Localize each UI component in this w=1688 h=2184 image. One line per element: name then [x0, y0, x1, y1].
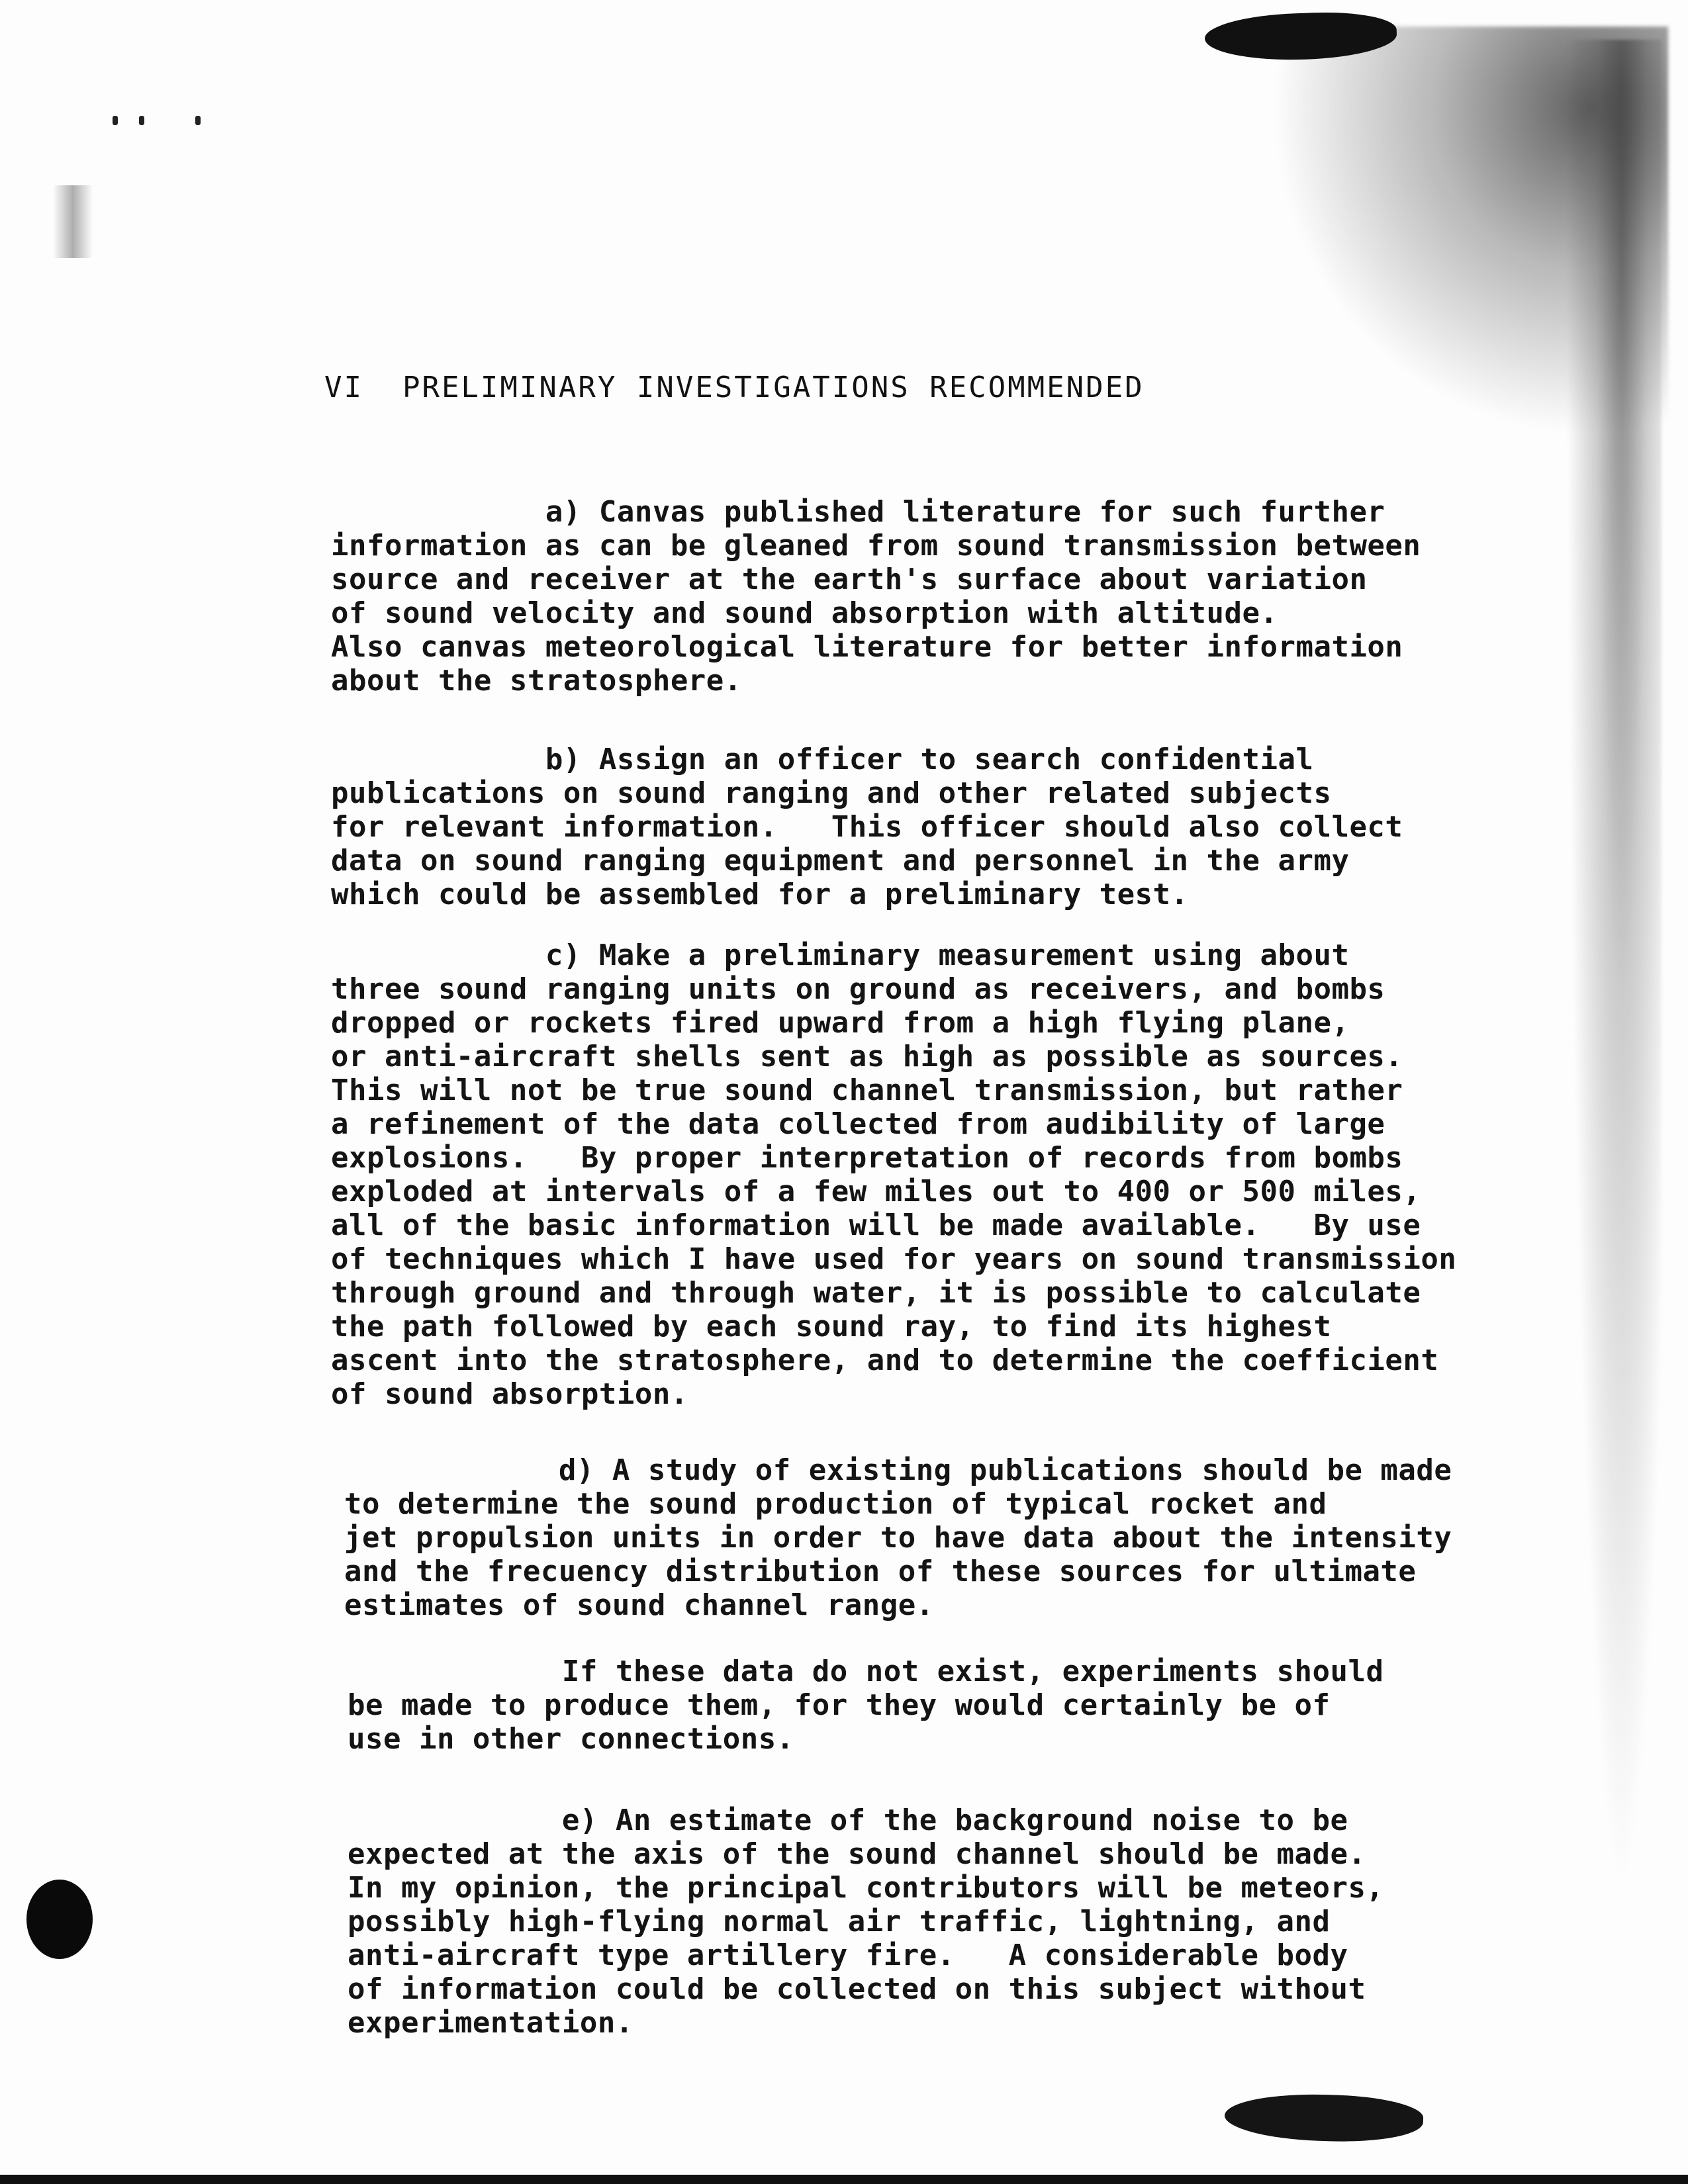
scan-noise-right-edge [1562, 40, 1662, 2025]
scan-edge-mark [53, 185, 93, 258]
paragraph-d-followup: If these data do not exist, experiments should be made to produce them, for they would certainly be of use in other connections. [348, 1655, 1384, 1756]
ink-blot-bottom [1224, 2091, 1424, 2144]
paragraph-a: a) Canvas published literature for such further information as can be gleaned from sound transmission between source and receiver at the earth's surface about variation of sound velocity and sound absorption with altitude. Also canvas meteorological literature for better information about the stratosphere. [331, 495, 1421, 698]
section-heading: VI PRELIMINARY INVESTIGATIONS RECOMMENDED [324, 371, 1145, 404]
punch-hole [26, 1880, 93, 1959]
scan-bottom-border [0, 2175, 1688, 2184]
paragraph-c: c) Make a preliminary measurement using about three sound ranging units on ground as receivers, and bombs dropped or rockets fired upward from a high flying plane, or anti-aircraft shells sent as high as possible as sources. This will not be true sound channel transmission, but rather a refinement of the data collected from audibility of large explosions. By proper interpretation of records from bombs exploded at intervals of a few miles out to 400 or 500 miles, all of the basic information will be made available. By use of techniques which I have used for years on sound transmission through ground and through water, it is possible to calculate the path followed by each sound ray, to find its highest ascent into the stratosphere, and to determine the coefficient of sound absorption. [331, 938, 1457, 1411]
paragraph-b: b) Assign an officer to search confidential publications on sound ranging and other related subjects for relevant information. This officer should also collect data on sound ranging equipment and personnel in the army which could be assembled for a preliminary test. [331, 743, 1403, 911]
paragraph-d: d) A study of existing publications should be made to determine the sound production of typical rocket and jet propulsion units in order to have data about the intensity and the frecuency distribution of these sources for ultimate estimates of sound channel range. [344, 1453, 1452, 1622]
scan-specks [113, 116, 205, 129]
paragraph-e: e) An estimate of the background noise to be expected at the axis of the sound channel should be made. In my opinion, the principal contributors will be meteors, possibly high-flying normal air traffic, lightning, and anti-aircraft type artillery fire. A considerable body of information could be collected on this subject without experimentation. [348, 1803, 1384, 2040]
